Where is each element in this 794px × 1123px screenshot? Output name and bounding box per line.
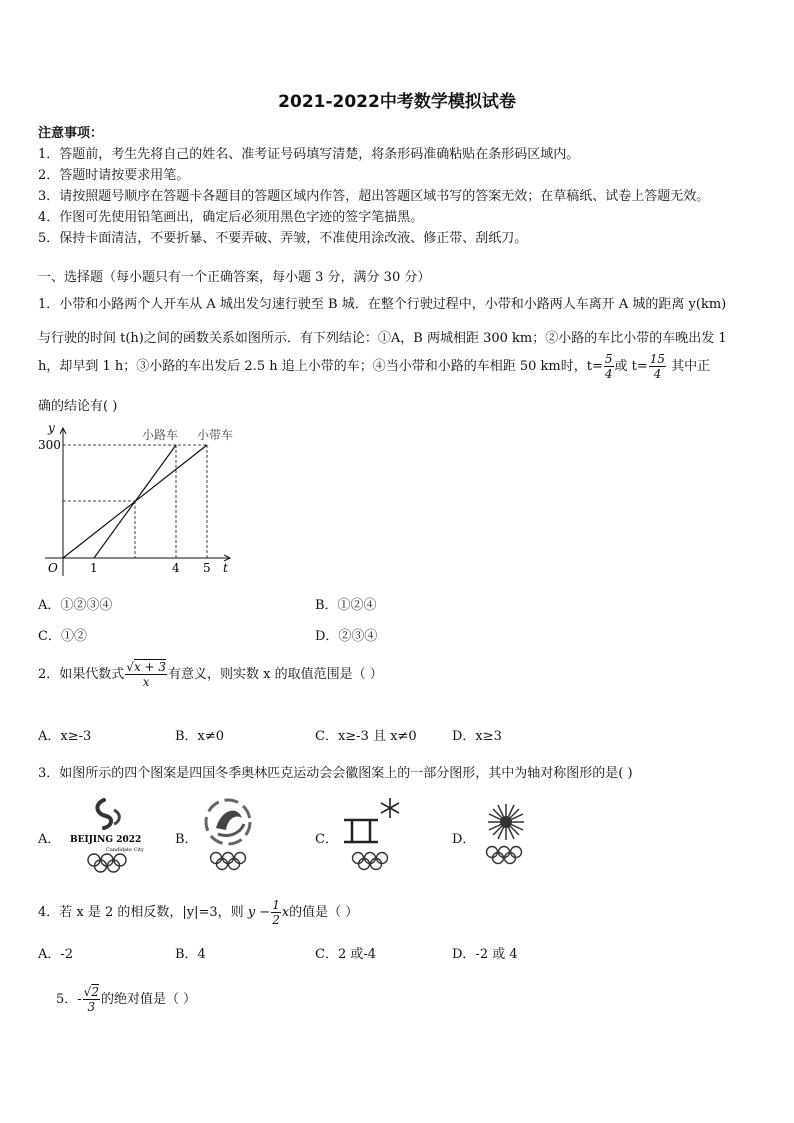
- q4-option-a[interactable]: A．-2: [38, 947, 74, 962]
- notice-item: 3．请按照题号顺序在答题卡各题目的答题区域内作答，超出答题区域书写的答案无效；在草稿纸、试卷上答题无效。: [38, 189, 710, 204]
- notice-heading: 注意事项：: [38, 126, 104, 141]
- sqrt-expr: x + 3: [133, 660, 167, 674]
- q4-prefix: 4．若 x 是 2 的相反数，|y|=3，则: [38, 905, 244, 920]
- q1-option-d[interactable]: D．②③④: [315, 629, 378, 644]
- q1-option-a[interactable]: A．①②③④: [38, 598, 113, 613]
- q1-line3: [38, 352, 710, 382]
- q2-fraction: [125, 660, 167, 689]
- q2-option-c[interactable]: C．x≥-3 且 x≠0: [315, 729, 417, 744]
- logo-sub: Candidate City: [106, 847, 144, 853]
- frac-num: 15: [649, 352, 666, 366]
- q1-line3-end: 其中正: [667, 359, 711, 374]
- fraction-5-4: [604, 352, 614, 381]
- q5-suffix: 的绝对值是（ ）: [100, 992, 197, 1007]
- notice-item: 4．作图可先使用铅笔画出，确定后必须用黑色字迹的签字笔描黑。: [38, 210, 424, 225]
- q5-prefix: 5．-: [56, 992, 82, 1007]
- label-daidai: 小带车: [197, 428, 234, 442]
- q2-option-b[interactable]: B．x≠0: [175, 729, 225, 744]
- frac-den: 4: [604, 367, 613, 381]
- page-title: 2021-2022中考数学模拟试卷: [278, 92, 516, 112]
- beijing-2022-logo: [62, 792, 162, 874]
- q4-suffix: 的值是（ ）: [289, 905, 359, 920]
- t-tick-5: 5: [203, 561, 211, 575]
- origin-label: O: [48, 561, 58, 575]
- q3-stem: 3．如图所示的四个图案是四国冬季奥林匹克运动会会徽图案上的一部分图形，其中为轴对称图形的是( ): [38, 766, 633, 781]
- fraction-1-2: [271, 898, 281, 927]
- q3-option-d[interactable]: D．: [452, 832, 476, 847]
- frac-den: 4: [653, 367, 662, 381]
- frac-num: 1: [272, 898, 280, 912]
- t-label: t: [223, 561, 228, 575]
- fraction-sqrt2-3: [83, 985, 100, 1014]
- q1-or: 或 t=: [614, 359, 648, 374]
- notice-item: 5．保持卡面清洁，不要折暴、不要弄破、弄皱，不准使用涂改液、修正带、刮纸刀。: [38, 231, 528, 246]
- q4-stem: [38, 898, 358, 927]
- q2-option-a[interactable]: A．x≥-3: [38, 729, 92, 744]
- q3-option-b[interactable]: B．: [175, 832, 198, 847]
- olympic-rings-icon: [211, 853, 246, 870]
- q4-option-d[interactable]: D．-2 或 4: [452, 947, 518, 962]
- olympic-rings-icon: [88, 854, 126, 872]
- label-lulu: 小路车: [142, 428, 179, 442]
- q1-line4: 确的结论有( ): [38, 399, 118, 414]
- y-tick-300: 300: [38, 438, 61, 452]
- frac-den: 3: [87, 1000, 96, 1014]
- frac-num: 5: [604, 352, 613, 366]
- q5-stem: [56, 985, 196, 1014]
- q1-line2: 与行驶的时间 t(h)之间的函数关系如图所示．有下列结论：①A，B 两城相距 300 km；②小路的车比小带的车晚出发 1: [38, 331, 727, 346]
- notice-item: 2．答题时请按要求用笔。: [38, 168, 190, 183]
- frac-num: √2: [83, 985, 99, 999]
- q3-option-a[interactable]: A．: [38, 832, 61, 847]
- q2-suffix: 有意义，则实数 x 的取值范围是（ ）: [168, 667, 383, 682]
- olympic-rings-icon: [487, 847, 522, 864]
- q1-graph: [30, 418, 260, 583]
- q3-option-c[interactable]: C．: [315, 832, 338, 847]
- q4-expr-b: x: [281, 905, 290, 920]
- y-label: y: [48, 421, 55, 435]
- notice-item: 1．答题前，考生先将自己的姓名、准考证号码填写清楚，将条形码准确粘贴在条形码区域内。: [38, 147, 580, 162]
- q1-line3-text: h，却早到 1 h；③小路的车出发后 2.5 h 追上小带的车；④当小带和小路的车相距 50 km时，t=: [38, 359, 603, 374]
- q1-line1: 1．小带和小路两个人开车从 A 城出发匀速行驶至 B 城．在整个行驶过程中，小带和小路两人车离开 A 城的距离 y(km): [38, 297, 727, 312]
- gate-star-logo: [338, 796, 408, 876]
- q4-option-c[interactable]: C．2 或-4: [315, 947, 377, 962]
- t-tick-1: 1: [90, 561, 98, 575]
- q1-option-c[interactable]: C．①②: [38, 629, 87, 644]
- sqrt-expr: 2: [91, 985, 99, 999]
- olympic-rings-icon: [353, 853, 388, 870]
- q2-prefix: 2．如果代数式: [38, 667, 125, 682]
- snowflake-logo: [478, 800, 538, 870]
- fraction-15-4: [649, 352, 666, 381]
- t-tick-4: 4: [172, 561, 180, 575]
- frac-num: √x + 3: [126, 660, 167, 674]
- frac-den: 2: [272, 913, 280, 927]
- q4-expr-a: y −: [247, 905, 271, 920]
- q2-option-d[interactable]: D．x≥3: [452, 729, 502, 744]
- section-heading: 一、选择题（每小题只有一个正确答案，每小题 3 分，满分 30 分）: [38, 270, 431, 285]
- star-icon: [381, 798, 399, 818]
- frac-den: x: [142, 675, 150, 689]
- phoenix-logo: [198, 794, 268, 874]
- logo-text: BEIJING 2022: [70, 835, 142, 845]
- q4-option-b[interactable]: B．4: [175, 947, 206, 962]
- q2-stem: [38, 660, 383, 689]
- q1-option-b[interactable]: B．①②④: [315, 598, 377, 613]
